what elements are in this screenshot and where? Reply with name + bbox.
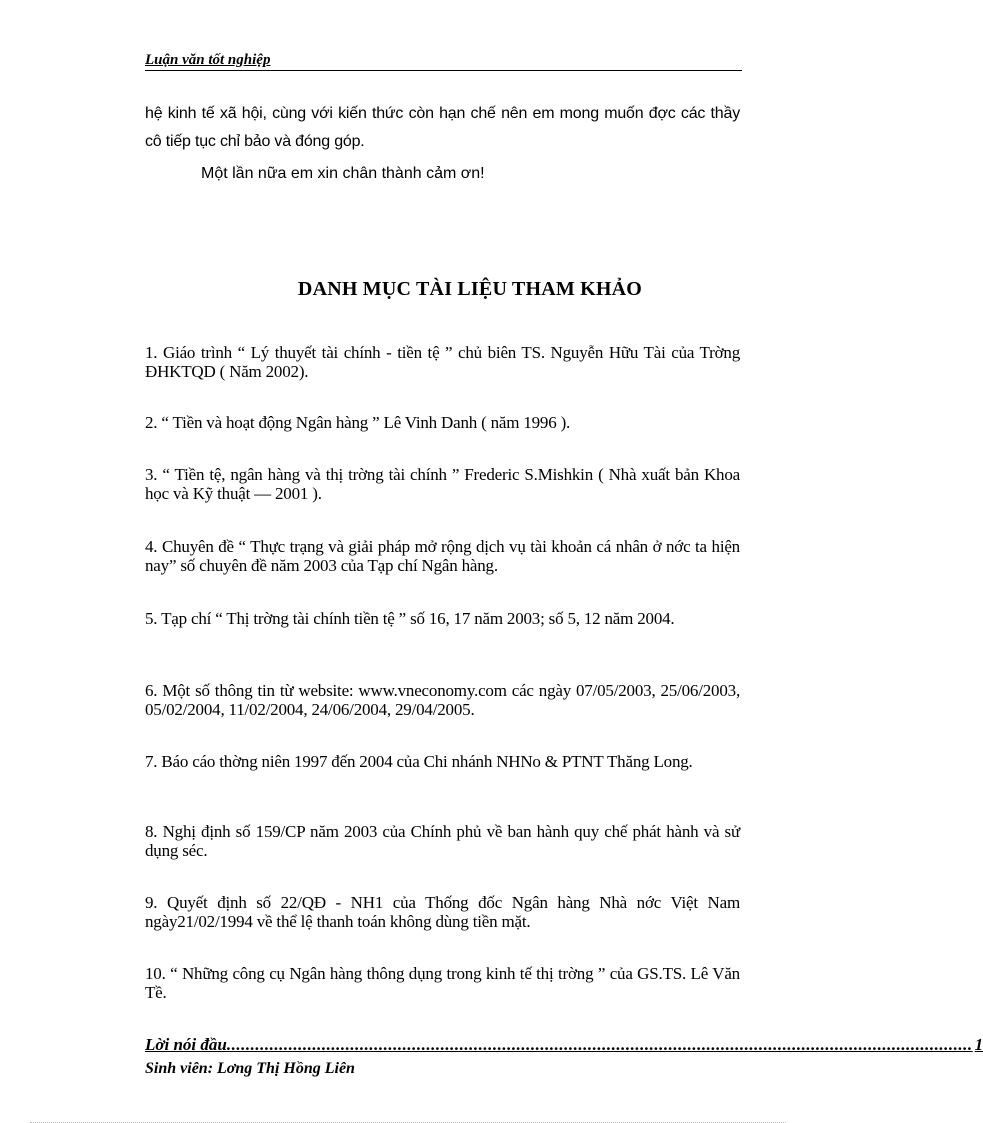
reference-item-3: 3. “ Tiền tệ, ngân hàng và thị trờng tài chính ” Frederic S.Mishkin ( Nhà xuất bản Khoa học và Kỹ thuật — 2001 ). — [145, 465, 740, 503]
reference-item-9: 9. Quyết định số 22/QĐ - NH1 của Thống đốc Ngân hàng Nhà nớc Việt Nam ngày21/02/1994 về thể lệ thanh toán không dùng tiền mặt. — [145, 893, 740, 931]
reference-item-4: 4. Chuyên đề “ Thực trạng và giải pháp mở rộng dịch vụ tài khoản cá nhân ở nớc ta hiện nay” số chuyên đề năm 2003 của Tạp chí Ngân hàng. — [145, 537, 740, 575]
running-header — [145, 52, 742, 71]
toc-page-number: 1 — [974, 1035, 983, 1054]
reference-item-10: 10. “ Những công cụ Ngân hàng thông dụng trong kinh tế thị trờng ” của GS.TS. Lê Văn Tề. — [145, 964, 740, 1002]
reference-item-8: 8. Nghị định số 159/CP năm 2003 của Chính phủ về ban hành quy chế phát hành và sử dụng séc. — [145, 822, 740, 860]
footer-author: Sinh viên: Lơng Thị Hồng Liên — [145, 1060, 355, 1077]
toc-entry-intro[interactable] — [145, 1035, 983, 1055]
reference-item-2: 2. “ Tiền và hoạt động Ngân hàng ” Lê Vinh Danh ( năm 1996 ). — [145, 413, 571, 432]
header-title: Luận văn tốt nghiệp — [145, 52, 271, 68]
intro-paragraph: hệ kinh tế xã hội, cùng với kiến thức còn hạn chế nên em mong muốn đợc các thầy cô tiếp tục chỉ bảo và đóng góp. — [145, 105, 740, 150]
toc-label: Lời nói đầu — [145, 1035, 227, 1054]
reference-item-5: 5. Tạp chí “ Thị trờng tài chính tiền tệ ” số 16, 17 năm 2003; số 5, 12 năm 2004. — [145, 609, 675, 628]
running-footer — [145, 1060, 545, 1077]
reference-item-7: 7. Báo cáo thờng niên 1997 đến 2004 của Chi nhánh NHNo & PTNT Thăng Long. — [145, 752, 693, 771]
reference-item-1: 1. Giáo trình “ Lý thuyết tài chính - tiền tệ ” chủ biên TS. Nguyễn Hữu Tài của Trờng ĐHKTQD ( Năm 2002). — [145, 343, 740, 381]
reference-item-6: 6. Một số thông tin từ website: www.vneconomy.com các ngày 07/05/2003, 25/06/2003, 05/02/2004, 11/02/2004, 24/06/2004, 29/04/2005. — [145, 681, 740, 719]
thanks-line: Một lần nữa em xin chân thành cảm ơn! — [201, 165, 485, 182]
toc-leader-dots: ............................................................................................................................................................. — [226, 1035, 973, 1054]
references-title: DANH MỤC TÀI LIỆU THAM KHẢO — [297, 278, 643, 300]
